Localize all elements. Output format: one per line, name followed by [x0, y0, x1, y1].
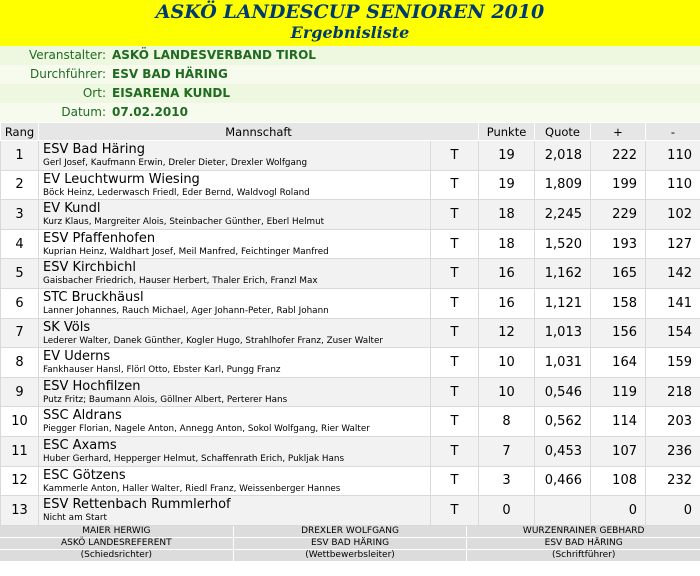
info-value: 07.02.2010 [112, 105, 188, 119]
table-row [1, 200, 700, 230]
team-cell [39, 170, 431, 200]
rank-cell: 10 [1, 407, 39, 437]
team-name: ESV Bad Häring [43, 142, 145, 157]
points-cell: 19 [479, 141, 535, 171]
plus-cell: 222 [591, 141, 646, 171]
team-name: ESC Götzens [43, 467, 126, 483]
signature-org: ESV BAD HÄRING [467, 538, 700, 550]
team-cell [39, 436, 431, 466]
col-header-plus: + [591, 123, 646, 141]
table-row [1, 436, 700, 466]
team-name: SK Völs [43, 319, 91, 335]
type-cell: T [431, 318, 479, 348]
minus-cell: 141 [646, 288, 700, 318]
rank-cell: 4 [1, 229, 39, 259]
signature-secretary [466, 526, 700, 562]
minus-cell: 154 [646, 318, 700, 348]
minus-cell: 218 [646, 377, 700, 407]
minus-cell: 159 [646, 348, 700, 378]
signature-role: (Schiedsrichter) [0, 550, 233, 562]
rank-cell: 7 [1, 318, 39, 348]
table-row [1, 318, 700, 348]
rank-cell: 3 [1, 200, 39, 230]
table-row [1, 259, 700, 289]
rank-cell: 11 [1, 436, 39, 466]
type-cell: T [431, 170, 479, 200]
team-members: Lanner Johannes, Rauch Michael, Ager Johann-Peter, Rabl Johann [43, 305, 329, 316]
points-cell: 10 [479, 377, 535, 407]
quote-cell [535, 496, 591, 526]
points-cell: 10 [479, 348, 535, 378]
points-cell: 8 [479, 407, 535, 437]
points-cell: 12 [479, 318, 535, 348]
info-value: ESV BAD HÄRING [112, 67, 228, 81]
type-cell: T [431, 259, 479, 289]
type-cell: T [431, 348, 479, 378]
signature-role: (Wettbewerbsleiter) [234, 550, 467, 562]
quote-cell: 1,809 [535, 170, 591, 200]
plus-cell: 158 [591, 288, 646, 318]
table-row [1, 407, 700, 437]
team-members: Böck Heinz, Lederwasch Friedl, Eder Bernd, Waldvogl Roland [43, 187, 310, 198]
plus-cell: 199 [591, 170, 646, 200]
team-name: ESV Pfaffenhofen [43, 230, 156, 246]
info-label: Veranstalter: [28, 48, 106, 62]
table-row [1, 141, 700, 171]
team-cell [39, 466, 431, 496]
team-members: Gerl Josef, Kaufmann Erwin, Dreler Dieter, Drexler Wolfgang [43, 158, 308, 168]
plus-cell: 0 [591, 496, 646, 526]
quote-cell: 1,031 [535, 348, 591, 378]
event-info [0, 46, 700, 122]
col-header-rang: Rang [1, 123, 39, 141]
type-cell: T [431, 466, 479, 496]
minus-cell: 102 [646, 200, 700, 230]
quote-cell: 2,018 [535, 141, 591, 171]
type-cell: T [431, 407, 479, 437]
info-value: EISARENA KUNDL [112, 86, 231, 100]
minus-cell: 236 [646, 436, 700, 466]
rank-cell: 5 [1, 259, 39, 289]
team-members: Kammerle Anton, Haller Walter, Riedl Franz, Weissenberger Hannes [43, 483, 341, 494]
type-cell: T [431, 141, 479, 171]
table-row [1, 377, 700, 407]
signature-org: ESV BAD HÄRING [234, 538, 467, 550]
info-value: ASKÖ LANDESVERBAND TIROL [112, 48, 316, 62]
team-name: SSC Aldrans [43, 408, 122, 424]
team-name: EV Leuchtwurm Wiesing [43, 171, 200, 187]
team-name: ESV Rettenbach Rummlerhof [43, 497, 231, 513]
team-name: STC Bruckhäusl [43, 289, 144, 305]
team-name: ESV Kirchbichl [43, 260, 136, 276]
minus-cell: 110 [646, 141, 700, 171]
plus-cell: 108 [591, 466, 646, 496]
team-name: EV Uderns [43, 349, 111, 365]
info-label: Ort: [82, 86, 106, 100]
quote-cell: 0,453 [535, 436, 591, 466]
team-cell [39, 141, 431, 171]
team-cell [39, 407, 431, 437]
type-cell: T [431, 436, 479, 466]
team-name: ESV Hochfilzen [43, 378, 141, 394]
quote-cell: 0,546 [535, 377, 591, 407]
points-cell: 16 [479, 288, 535, 318]
quote-cell: 1,162 [535, 259, 591, 289]
signature-org: ASKÖ LANDESREFERENT [0, 538, 233, 550]
rank-cell: 6 [1, 288, 39, 318]
signature-footer [0, 526, 700, 562]
team-cell [39, 377, 431, 407]
rank-cell: 8 [1, 348, 39, 378]
plus-cell: 156 [591, 318, 646, 348]
type-cell: T [431, 496, 479, 526]
team-members: Nicht am Start [43, 513, 107, 524]
points-cell: 19 [479, 170, 535, 200]
table-row [1, 170, 700, 200]
team-members: Piegger Florian, Nagele Anton, Annegg Anton, Sokol Wolfgang, Rier Walter [43, 424, 370, 435]
table-row [1, 466, 700, 496]
signature-competition-lead [233, 526, 467, 562]
team-members: Huber Gerhard, Hepperger Helmut, Schaffenrath Erich, Pukljak Hans [43, 453, 345, 464]
title-banner [0, 0, 700, 46]
type-cell: T [431, 288, 479, 318]
minus-cell: 110 [646, 170, 700, 200]
team-cell [39, 348, 431, 378]
plus-cell: 165 [591, 259, 646, 289]
plus-cell: 229 [591, 200, 646, 230]
info-row-location [0, 84, 700, 103]
minus-cell: 127 [646, 229, 700, 259]
signature-role: (Schriftführer) [467, 550, 700, 562]
points-cell: 3 [479, 466, 535, 496]
quote-cell: 1,520 [535, 229, 591, 259]
plus-cell: 107 [591, 436, 646, 466]
quote-cell: 1,013 [535, 318, 591, 348]
minus-cell: 142 [646, 259, 700, 289]
team-cell [39, 288, 431, 318]
team-cell [39, 229, 431, 259]
quote-cell: 1,121 [535, 288, 591, 318]
signature-name: DREXLER WOLFGANG [234, 526, 467, 538]
team-cell [39, 318, 431, 348]
page-title: ASKÖ LANDESCUP SENIOREN 2010 [155, 1, 545, 23]
quote-cell: 0,562 [535, 407, 591, 437]
signature-name: WURZENRAINER GEBHARD [467, 526, 700, 538]
col-header-punkte: Punkte [479, 123, 535, 141]
plus-cell: 119 [591, 377, 646, 407]
team-members: Lederer Walter, Danek Günther, Kogler Hugo, Strahlhofer Franz, Zuser Walter [43, 335, 384, 346]
signature-name: MAIER HERWIG [0, 526, 233, 538]
minus-cell: 232 [646, 466, 700, 496]
info-row-date [0, 103, 700, 122]
rank-cell: 9 [1, 377, 39, 407]
team-members: Fankhauser Hansl, Flörl Otto, Ebster Karl, Pungg Franz [43, 365, 281, 376]
table-row [1, 288, 700, 318]
points-cell: 7 [479, 436, 535, 466]
minus-cell: 0 [646, 496, 700, 526]
table-row [1, 229, 700, 259]
table-row [1, 348, 700, 378]
info-label: Datum: [61, 105, 106, 119]
table-header-row [1, 123, 700, 141]
team-members: Gaisbacher Friedrich, Hauser Herbert, Thaler Erich, Franzl Max [43, 276, 318, 287]
col-header-minus: - [646, 123, 700, 141]
info-label: Durchführer: [30, 67, 106, 81]
team-members: Kurz Klaus, Margreiter Alois, Steinbacher Günther, Eberl Helmut [43, 217, 325, 228]
rank-cell: 13 [1, 496, 39, 526]
team-members: Kuprian Heinz, Waldhart Josef, Meil Manfred, Feichtinger Manfred [43, 246, 329, 257]
rank-cell: 12 [1, 466, 39, 496]
quote-cell: 0,466 [535, 466, 591, 496]
team-name: EV Kundl [43, 201, 101, 217]
table-row [1, 496, 700, 526]
page-subtitle: Ergebnisliste [290, 23, 410, 42]
points-cell: 18 [479, 200, 535, 230]
team-members: Putz Fritz; Baumann Alois, Göllner Albert, Perterer Hans [43, 394, 288, 405]
plus-cell: 193 [591, 229, 646, 259]
team-cell [39, 200, 431, 230]
team-cell [39, 496, 431, 526]
info-row-host [0, 65, 700, 84]
col-header-mannschaft: Mannschaft [39, 123, 479, 141]
results-table [0, 122, 700, 526]
type-cell: T [431, 229, 479, 259]
team-name: ESC Axams [43, 437, 117, 453]
minus-cell: 203 [646, 407, 700, 437]
col-header-quote: Quote [535, 123, 591, 141]
info-row-organizer [0, 46, 700, 65]
points-cell: 0 [479, 496, 535, 526]
type-cell: T [431, 200, 479, 230]
team-cell [39, 259, 431, 289]
points-cell: 18 [479, 229, 535, 259]
plus-cell: 164 [591, 348, 646, 378]
plus-cell: 114 [591, 407, 646, 437]
quote-cell: 2,245 [535, 200, 591, 230]
rank-cell: 2 [1, 170, 39, 200]
points-cell: 16 [479, 259, 535, 289]
signature-referee [0, 526, 233, 562]
type-cell: T [431, 377, 479, 407]
rank-cell: 1 [1, 141, 39, 171]
